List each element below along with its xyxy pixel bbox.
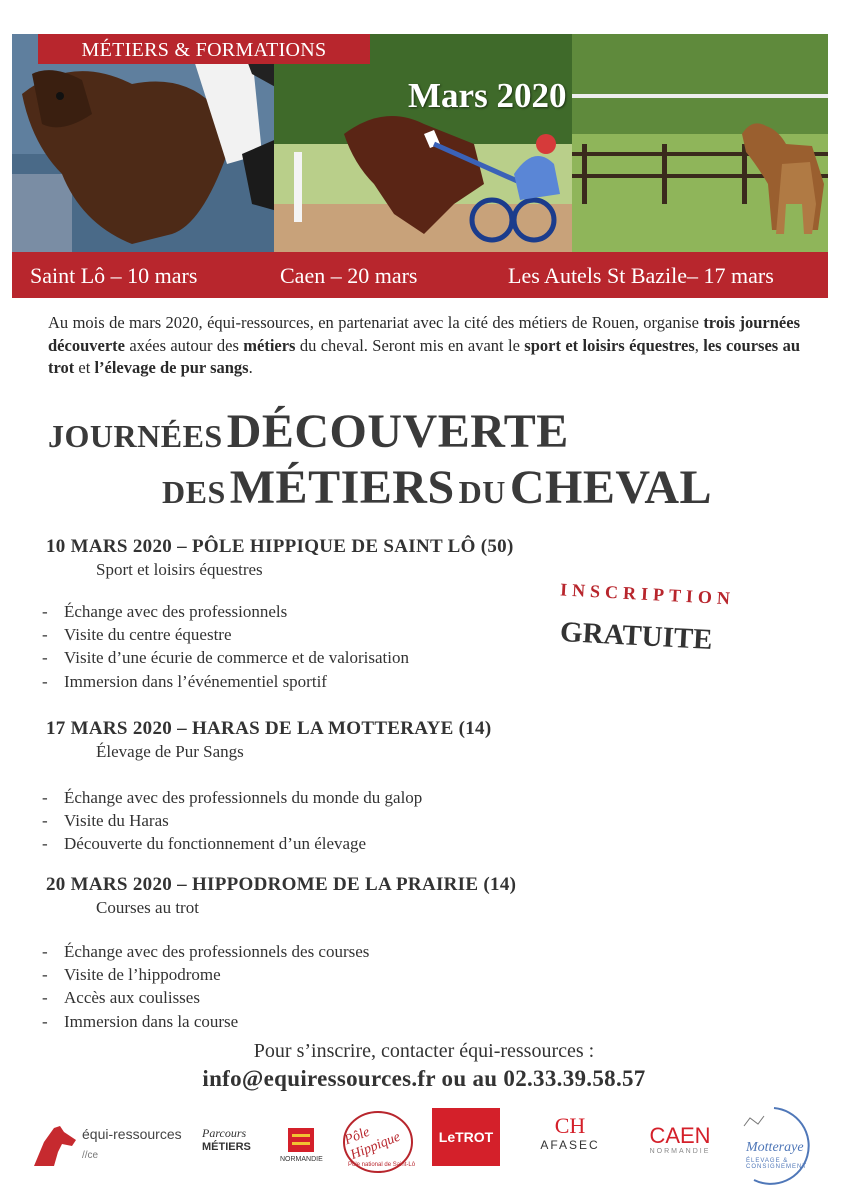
event-list-prairie	[42, 940, 369, 1033]
header-banner	[12, 34, 828, 298]
contact-details[interactable]: info@equiressources.fr ou au 02.33.39.58.57	[202, 1066, 646, 1091]
event-title-prairie: 20 MARS 2020 – HIPPODROME DE LA PRAIRIE (14)	[46, 874, 517, 895]
list-item: - Échange avec des professionnels	[42, 602, 288, 621]
event-month-title: Mars 2020	[408, 76, 567, 115]
trotting-race-photo	[274, 34, 584, 252]
list-item: - Accès aux coulisses	[42, 988, 200, 1008]
intro-paragraph: Au mois de mars 2020, équi-ressources, en partenariat avec la cité des métiers de Rouen, organise trois journées découverte axées autour des métiers du cheval. Seront mis en avant le sport et loisirs équestres, les courses au trot et l’élevage de pur sangs.	[48, 313, 801, 377]
main-title-line-1: JOURNÉES DÉCOUVERTE	[48, 405, 569, 458]
free-stamp: GRATUITE	[559, 616, 714, 656]
location-saint-lo: Saint Lô – 10 mars	[30, 263, 198, 288]
list-item: - Échange avec des professionnels des courses	[42, 942, 370, 961]
locations-bar	[12, 252, 828, 298]
event-subtitle-saint-lo: Sport et loisirs équestres	[96, 560, 263, 579]
list-item: - Visite du centre équestre	[42, 625, 232, 645]
event-list-saint-lo	[42, 600, 409, 693]
location-autels: Les Autels St Bazile– 17 mars	[508, 263, 774, 288]
normandie-shield-icon	[280, 1126, 322, 1154]
event-title-motteraye: 17 MARS 2020 – HARAS DE LA MOTTERAYE (14)	[46, 718, 492, 739]
registration-stamp: INSCRIPTION	[559, 579, 736, 609]
event-list-motteraye	[42, 786, 422, 856]
location-caen: Caen – 20 mars	[280, 263, 418, 288]
category-tag: MÉTIERS & FORMATIONS	[38, 34, 370, 64]
normandie-region-logo: NORMANDIE	[280, 1126, 322, 1170]
event-subtitle-prairie: Courses au trot	[96, 898, 199, 917]
pole-hippique-logo: Pôle Hippique Pôle national de Saint-Lô	[338, 1106, 416, 1178]
broodmares-field-photo	[572, 34, 828, 252]
event-subtitle-motteraye: Élevage de Pur Sangs	[96, 742, 244, 761]
list-item: - Visite de l’hippodrome	[42, 965, 221, 985]
list-item: - Visite d’une écurie de commerce et de valorisation	[42, 648, 409, 668]
caen-normandie-logo: CAEN NORMANDIE	[649, 1123, 711, 1155]
list-item: - Immersion dans l’événementiel sportif	[42, 671, 327, 691]
event-title-saint-lo: 10 MARS 2020 – PÔLE HIPPIQUE DE SAINT LÔ (50)	[46, 536, 514, 557]
parcours-metiers-logo: Parcours MÉTIERS	[202, 1126, 251, 1153]
main-title-line-2: DES MÉTIERS DU CHEVAL	[162, 461, 713, 514]
motteraye-logo: Motteraye ÉLEVAGE & CONSIGNEMENT	[734, 1104, 816, 1188]
afasec-logo: CH AFASEC	[540, 1113, 600, 1152]
horse-head-icon	[30, 1122, 78, 1168]
equi-ressources-logo: équi-ressources //ce	[30, 1122, 200, 1172]
list-item: - Visite du Haras	[42, 811, 169, 831]
contact-intro: Pour s’inscrire, contacter équi-ressources :	[253, 1040, 595, 1062]
letrot-logo: LeTROT	[432, 1108, 500, 1166]
list-item: - Immersion dans la course	[42, 1011, 239, 1031]
list-item: - Échange avec des professionnels du monde du galop	[42, 788, 423, 807]
list-item: - Découverte du fonctionnement d’un élevage	[42, 834, 367, 854]
show-jumping-photo	[12, 34, 288, 252]
partner-logos	[0, 1100, 848, 1200]
